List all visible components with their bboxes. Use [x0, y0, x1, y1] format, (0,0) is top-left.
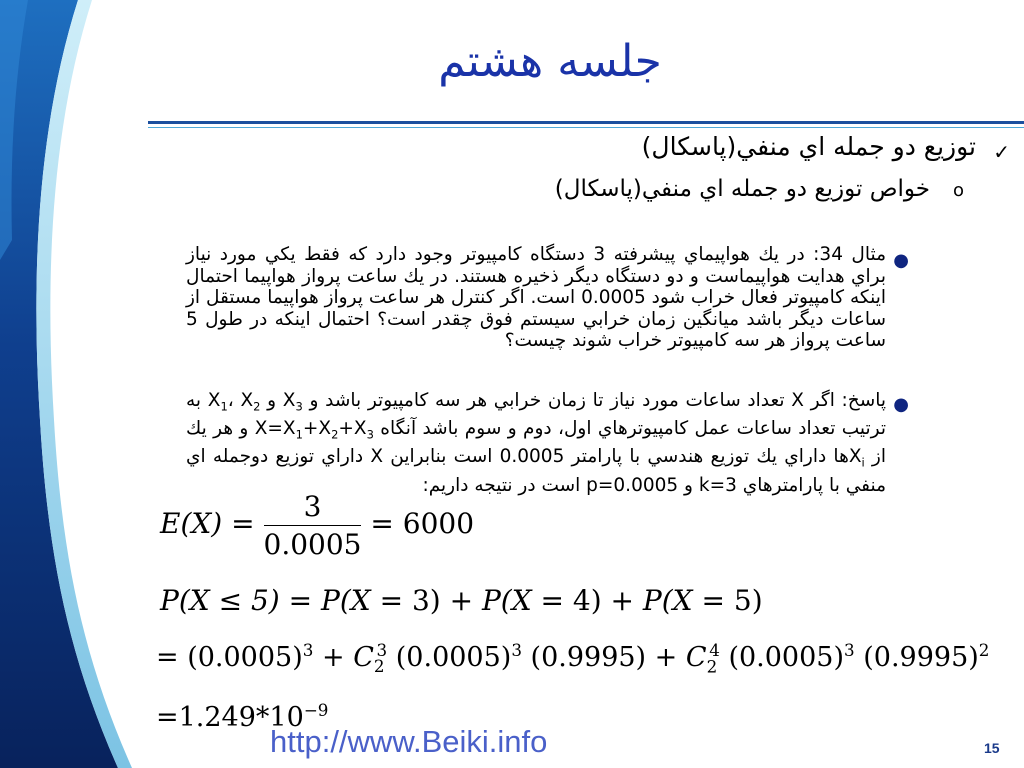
question-text: در يك هواپيماي پيشرفته 3 دستگاه كامپيوتر وجود دارد كه فقط يكي مورد نياز براي هدايت هواپيماست و دو دستگاه ديگر ذخيره هستند. در يك ساعت پرواز هواپيما احتمال اينكه كامپيوتر فعال خراب شود 0.0005 است. اگر كنترل هر ساعت پرواز هواپيما مستقل از ساعات ديگر باشد ميانگين زمان خرابي سيستم فوق چقدر است؟ احتمال اينكه در طول 5 ساعت پرواز هر سه كامپيوتر خراب شوند چيست؟: [186, 244, 887, 351]
question-label: مثال 34:: [804, 244, 887, 265]
answer-label: پاسخ:: [834, 390, 887, 411]
answer-part3: و هر يك از: [186, 418, 886, 468]
title-divider: [148, 121, 1024, 124]
slide-title: جلسه هشتم: [438, 36, 662, 87]
bullet-level2: خواص توزيع دو جمله اي منفي(پاسكال): [554, 176, 930, 202]
answer-vars-x123: $X_1،$ $X_2$ و $X_3$: [207, 390, 303, 414]
filled-dot-icon: ●: [893, 250, 909, 271]
circle-outline-icon: o: [952, 180, 964, 201]
page-number: 15: [984, 740, 1000, 756]
answer-paragraph: [186, 390, 886, 496]
answer-sum-equation: $X=X_1+X_2+X_3$: [254, 418, 374, 442]
checkmark-icon: ✓: [993, 140, 1010, 164]
expected-value-fraction: $\frac{3}{0.0005}$: [263, 490, 362, 561]
expected-value-formula: E(X) = $\frac{3}{0.0005}$ = 6000: [160, 490, 475, 561]
bullet-level1: توزيع دو جمله اي منفي(پاسكال): [641, 132, 976, 161]
title-divider-thin: [148, 127, 1024, 128]
probability-formula: P(X ≤ 5) = P(X = 3) + P(X = 4) + P(X = 5): [160, 584, 763, 617]
answer-part1: اگر X تعداد ساعات مورد نياز تا زمان خرابي هر سه كامپيوتر باشد و: [309, 390, 835, 411]
probability-result: $=1.249*10^{-9}$: [156, 700, 329, 733]
question-paragraph: [186, 244, 886, 352]
answer-var-xi: $X_i$: [848, 446, 865, 471]
filled-dot-icon: ●: [893, 394, 909, 415]
website-link[interactable]: http://www.Beiki.info: [270, 724, 548, 759]
answer-part4: ها داراي يك توزيع هندسي با پارامتر 0.0005 است بنابراين X داراي توزيع دوجمله اي منفي با پارامترهاي k=3 و p=0.0005 است در نتيجه داريم:: [186, 446, 886, 496]
answer-part2: به ترتيب تعداد ساعات عمل كامپيوترهاي اول، دوم و سوم باشد آنگاه: [186, 390, 886, 440]
probability-expansion: = $(0.0005)^3 + C_2^3$ $(0.0005)^3$ $(0.9995) + C_2^4$ $(0.0005)^3$ $(0.9995)^2$: [156, 640, 990, 677]
